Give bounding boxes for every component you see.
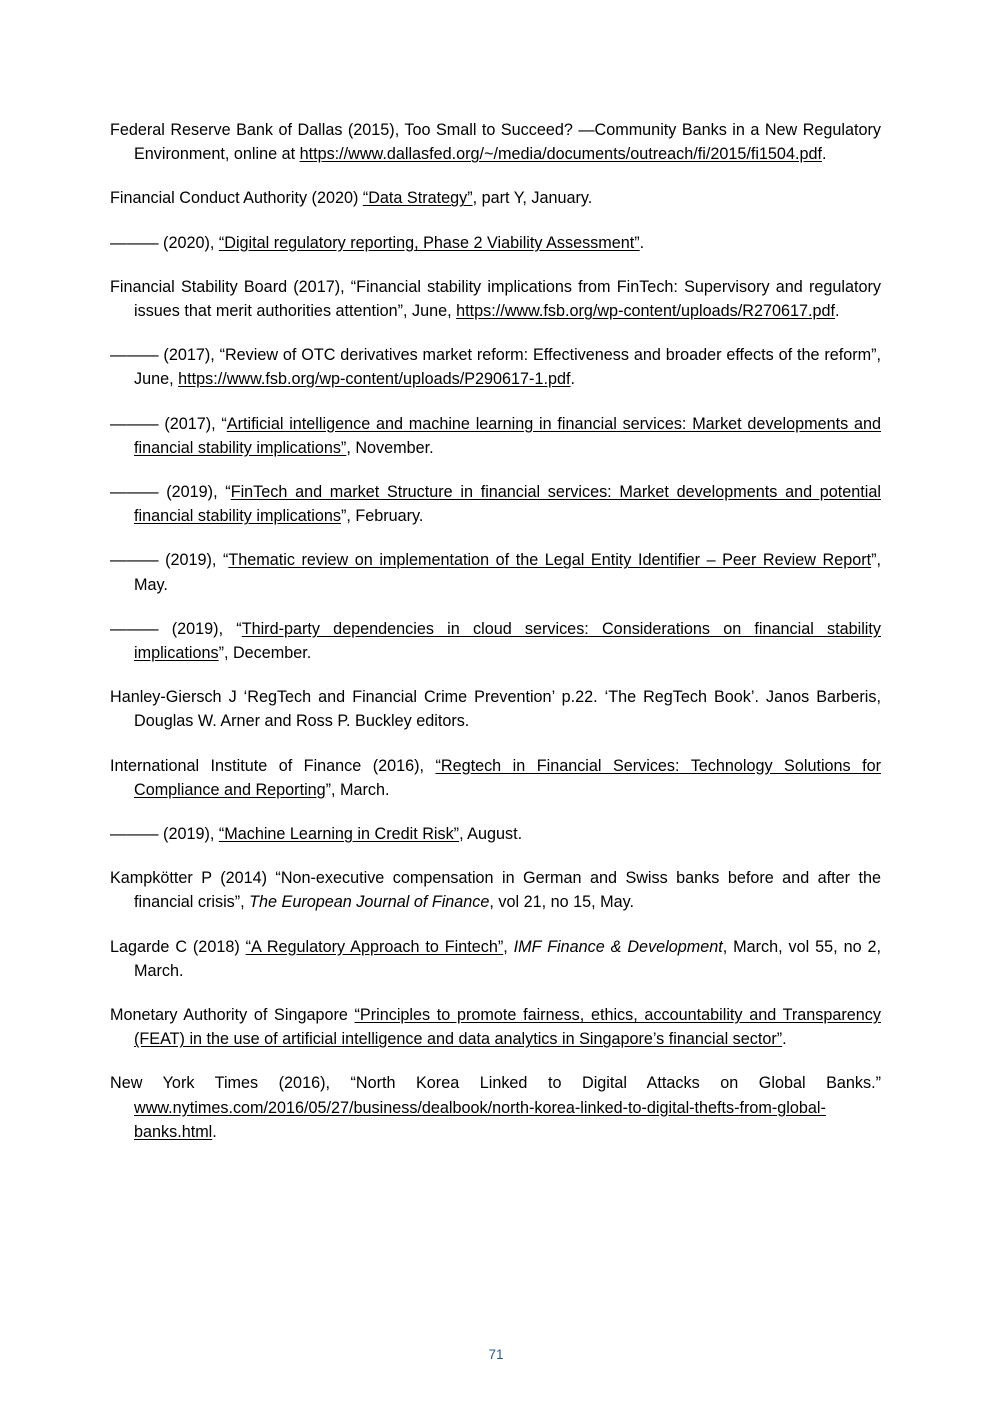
reference-entry (110, 186, 881, 210)
reference-link[interactable]: FinTech and market Structure in financial services: Market developments and potential financial stability implications (134, 483, 881, 526)
reference-entry (110, 1071, 881, 1144)
reference-text: ——— (2019), “ (110, 483, 231, 502)
reference-link[interactable]: “Regtech in Financial Services: Technology Solutions for Compliance and Reporting (134, 756, 882, 799)
reference-link[interactable]: “Principles to promote fairness, ethics, accountability and Transparency (FEAT) in the use of artificial intelligence and data analytics in Singapore’s financial sector” (134, 1006, 881, 1049)
reference-link[interactable]: “Data Strategy” (362, 189, 473, 208)
reference-text: Lagarde C (2018) (110, 937, 246, 956)
reference-list (110, 118, 881, 1164)
reference-text: New York Times (2016), “North Korea Linked to Digital Attacks on Global Banks.” (110, 1074, 881, 1093)
reference-link[interactable]: “A Regulatory Approach to Fintech” (245, 937, 504, 956)
reference-entry (110, 754, 881, 802)
reference-entry (110, 412, 881, 460)
reference-entry (110, 685, 881, 733)
reference-text: , part Y, January. (472, 189, 593, 208)
reference-entry (110, 617, 881, 665)
reference-text: . (212, 1122, 217, 1141)
reference-text: . (821, 145, 827, 164)
reference-entry (110, 118, 881, 166)
reference-text: ”, May. (134, 551, 881, 594)
reference-text: ——— (2019), “ (110, 619, 242, 638)
reference-title-italic: The European Journal of Finance (249, 893, 490, 912)
reference-link[interactable]: www.nytimes.com/2016/05/27/business/dealbook/north-korea-linked-to-digital-thefts-from-global-banks.html (134, 1098, 826, 1141)
reference-title-italic: IMF Finance & Development (513, 937, 723, 956)
reference-text: ”, March. (325, 780, 390, 799)
reference-entry (110, 866, 881, 914)
reference-text: , vol 21, no 15, May. (489, 893, 634, 912)
reference-entry (110, 935, 881, 983)
reference-link[interactable]: https://www.fsb.org/wp-content/uploads/P290617-1.pdf (178, 370, 571, 389)
reference-text: ——— (2017), “ (110, 414, 227, 433)
reference-entry (110, 343, 881, 391)
reference-link[interactable]: “Machine Learning in Credit Risk” (218, 825, 460, 844)
reference-text: Federal Reserve Bank of Dallas (2015), Too Small to Succeed? —Community Banks in a New Regulatory Environment, online at (110, 121, 881, 164)
reference-text: . (782, 1030, 787, 1049)
reference-text: ——— (2019), (110, 825, 219, 844)
reference-text: ——— (2020), (110, 233, 219, 252)
reference-entry (110, 822, 881, 846)
reference-text: International Institute of Finance (2016), (110, 756, 436, 775)
reference-text: ——— (2019), “ (110, 551, 229, 570)
reference-link[interactable]: https://www.dallasfed.org/~/media/documents/outreach/fi/2015/fi1504.pdf (299, 145, 822, 164)
reference-link[interactable]: https://www.fsb.org/wp-content/uploads/R270617.pdf (456, 302, 835, 321)
reference-entry (110, 275, 881, 323)
reference-text: . (639, 233, 645, 252)
reference-text: ——— (2017), “Review of OTC derivatives market reform: Effectiveness and broader effects of the reform”, June, (110, 346, 881, 389)
reference-link[interactable]: Thematic review on implementation of the Legal Entity Identifier – Peer Review Report (228, 551, 872, 570)
reference-text: ”, February. (340, 507, 424, 526)
reference-text: Kampkötter P (2014) “Non-executive compensation in German and Swiss banks before and after the financial crisis”, (110, 869, 881, 912)
reference-link[interactable]: Third-party dependencies in cloud services: Considerations on financial stability implications (134, 619, 881, 663)
reference-entry (110, 480, 881, 528)
page-number: 71 (488, 1347, 504, 1362)
reference-text: , March, vol 55, no 2, March. (134, 937, 881, 980)
reference-text: , (503, 937, 514, 956)
reference-text: Monetary Authority of Singapore (110, 1006, 355, 1025)
reference-entry (110, 231, 881, 255)
reference-text: . (570, 370, 575, 389)
reference-link[interactable]: Artificial intelligence and machine learning in financial services: Market developments and financial stability implications” (134, 414, 881, 457)
reference-text: . (834, 302, 840, 321)
reference-text: Hanley-Giersch J ‘RegTech and Financial Crime Prevention’ p.22. ‘The RegTech Book’. Janos Barberis, Douglas W. Arner and Ross P. Buckley editors. (110, 688, 881, 731)
reference-link[interactable]: “Digital regulatory reporting, Phase 2 Viability Assessment” (218, 233, 640, 252)
reference-text: , August. (459, 825, 523, 844)
reference-entry (110, 1003, 881, 1051)
reference-text: , November. (346, 438, 434, 457)
reference-text: Financial Stability Board (2017), “Financial stability implications from FinTech: Supervisory and regulatory issues that merit authorities attention”, June, (110, 277, 881, 321)
reference-text: ”, December. (218, 644, 312, 663)
reference-text: Financial Conduct Authority (2020) (110, 189, 363, 208)
reference-entry (110, 548, 881, 596)
